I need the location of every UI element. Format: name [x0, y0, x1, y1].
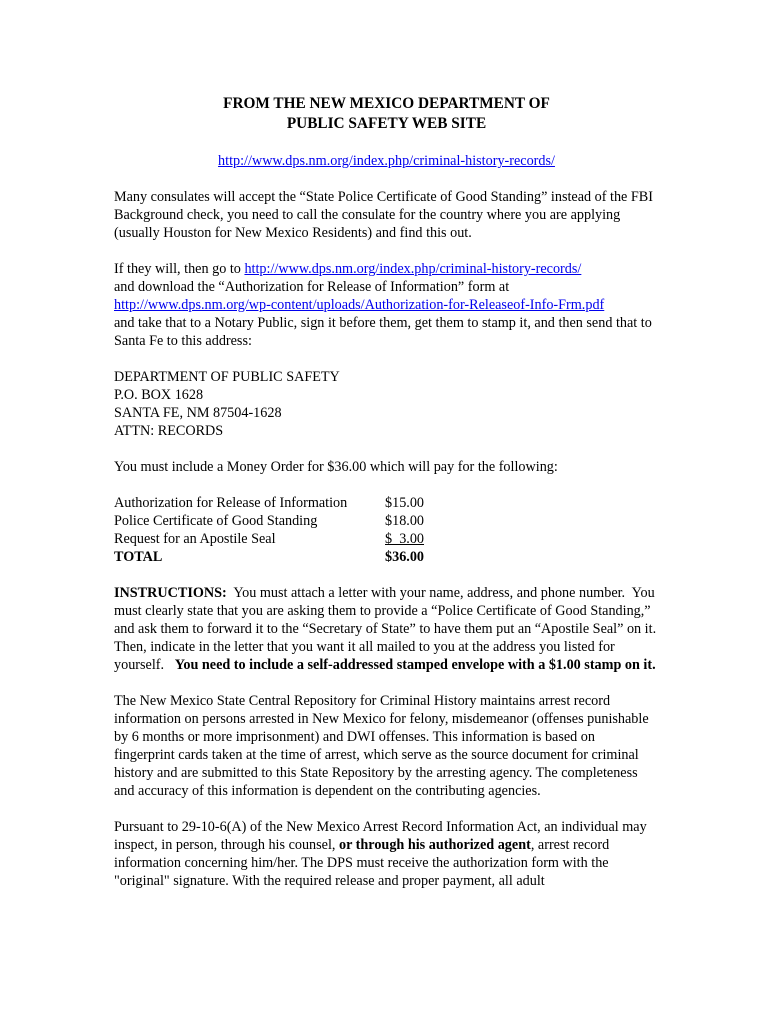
instructions-heading: INSTRUCTIONS: — [114, 585, 227, 601]
pursuant-authorized-agent: or through his authorized agent — [339, 837, 531, 853]
address-line: ATTN: RECORDS — [114, 423, 224, 439]
top-link-line — [114, 152, 659, 170]
criminal-history-link[interactable]: http://www.dps.nm.org/index.php/criminal-history-records/ — [218, 153, 555, 169]
fee-row — [114, 512, 424, 530]
address-line: P.O. BOX 1628 — [114, 387, 204, 403]
fee-row — [114, 530, 424, 548]
paragraph-consulates: Many consulates will accept the “State Police Certificate of Good Standing” instead of the FBI Background check, you need to call the consulate for the country where you are applying (usually Houston for New Mexico Residents) and find this out. — [114, 189, 653, 241]
authorization-form-link[interactable]: http://www.dps.nm.org/wp-content/uploads/Authorization-for-Releaseof-Info-Frm.pdf — [114, 297, 605, 313]
download-prefix: If they will, then go to — [114, 261, 245, 277]
paragraph-download — [114, 260, 659, 350]
mailing-address — [114, 368, 659, 440]
fee-row — [114, 494, 424, 512]
document-title-line-2: PUBLIC SAFETY WEB SITE — [286, 115, 487, 132]
document-body — [114, 94, 663, 890]
download-suffix: and take that to a Notary Public, sign it before them, get them to stamp it, and then send that to Santa Fe to this address: — [114, 315, 652, 349]
instructions-paragraph — [114, 584, 663, 674]
document-title-line-1: FROM THE NEW MEXICO DEPARTMENT OF — [223, 95, 550, 112]
paragraph-pursuant — [114, 818, 659, 890]
fee-amount: $18.00 — [385, 513, 425, 529]
fee-label: Authorization for Release of Information — [114, 495, 348, 511]
address-line: SANTA FE, NM 87504-1628 — [114, 405, 282, 421]
paragraph-repository: The New Mexico State Central Repository for Criminal History maintains arrest record information on persons arrested in New Mexico for felony, misdemeanor (offenses punishable by 6 months or more imprisonment) and DWI offenses. This information is based on fingerprint cards taken at the time of arrest, which serve as the source document for criminal history and are submitted to this State Repository by the arresting agency. The completeness and accuracy of this information is dependent on the contributing agencies. — [114, 693, 649, 799]
fee-amount: $ 3.00 — [385, 531, 425, 547]
fee-total-row — [114, 548, 424, 566]
instructions-stamp-note: You need to include a self-addressed stamped envelope with a $1.00 stamp on it. — [174, 657, 656, 673]
money-order-note: You must include a Money Order for $36.00 which will pay for the following: — [114, 459, 558, 475]
fee-amount: $15.00 — [385, 495, 425, 511]
fee-label: Request for an Apostile Seal — [114, 531, 276, 547]
fee-table — [114, 494, 424, 566]
instructions-body: You must attach a letter with your name, address, and phone number. You must clearly state that you are asking them to provide a “Police Certificate of Good Standing,” and ask them to forward it to the “Secretary of State” to have them put an “Apostile Seal” on it. Then, indicate in the letter that you want it all mailed to you at the address you listed for yourself. — [114, 585, 663, 673]
fee-total-amount: $36.00 — [385, 549, 425, 565]
address-line: DEPARTMENT OF PUBLIC SAFETY — [114, 369, 340, 385]
criminal-history-link-inline[interactable]: http://www.dps.nm.org/index.php/criminal-history-records/ — [244, 261, 582, 277]
pursuant-before: Pursuant to 29-10-6(A) of the New Mexico Arrest Record Information Act, an individual may inspect, in person, through his counsel, — [114, 819, 647, 853]
pursuant-after: , arrest record information concerning him/her. The DPS must receive the authorization form with the "original" signature. With the required release and proper payment, all adult — [114, 837, 610, 889]
fee-label: Police Certificate of Good Standing — [114, 513, 318, 529]
download-middle: and download the “Authorization for Release of Information” form at — [114, 279, 510, 295]
fee-total-label: TOTAL — [114, 549, 163, 565]
